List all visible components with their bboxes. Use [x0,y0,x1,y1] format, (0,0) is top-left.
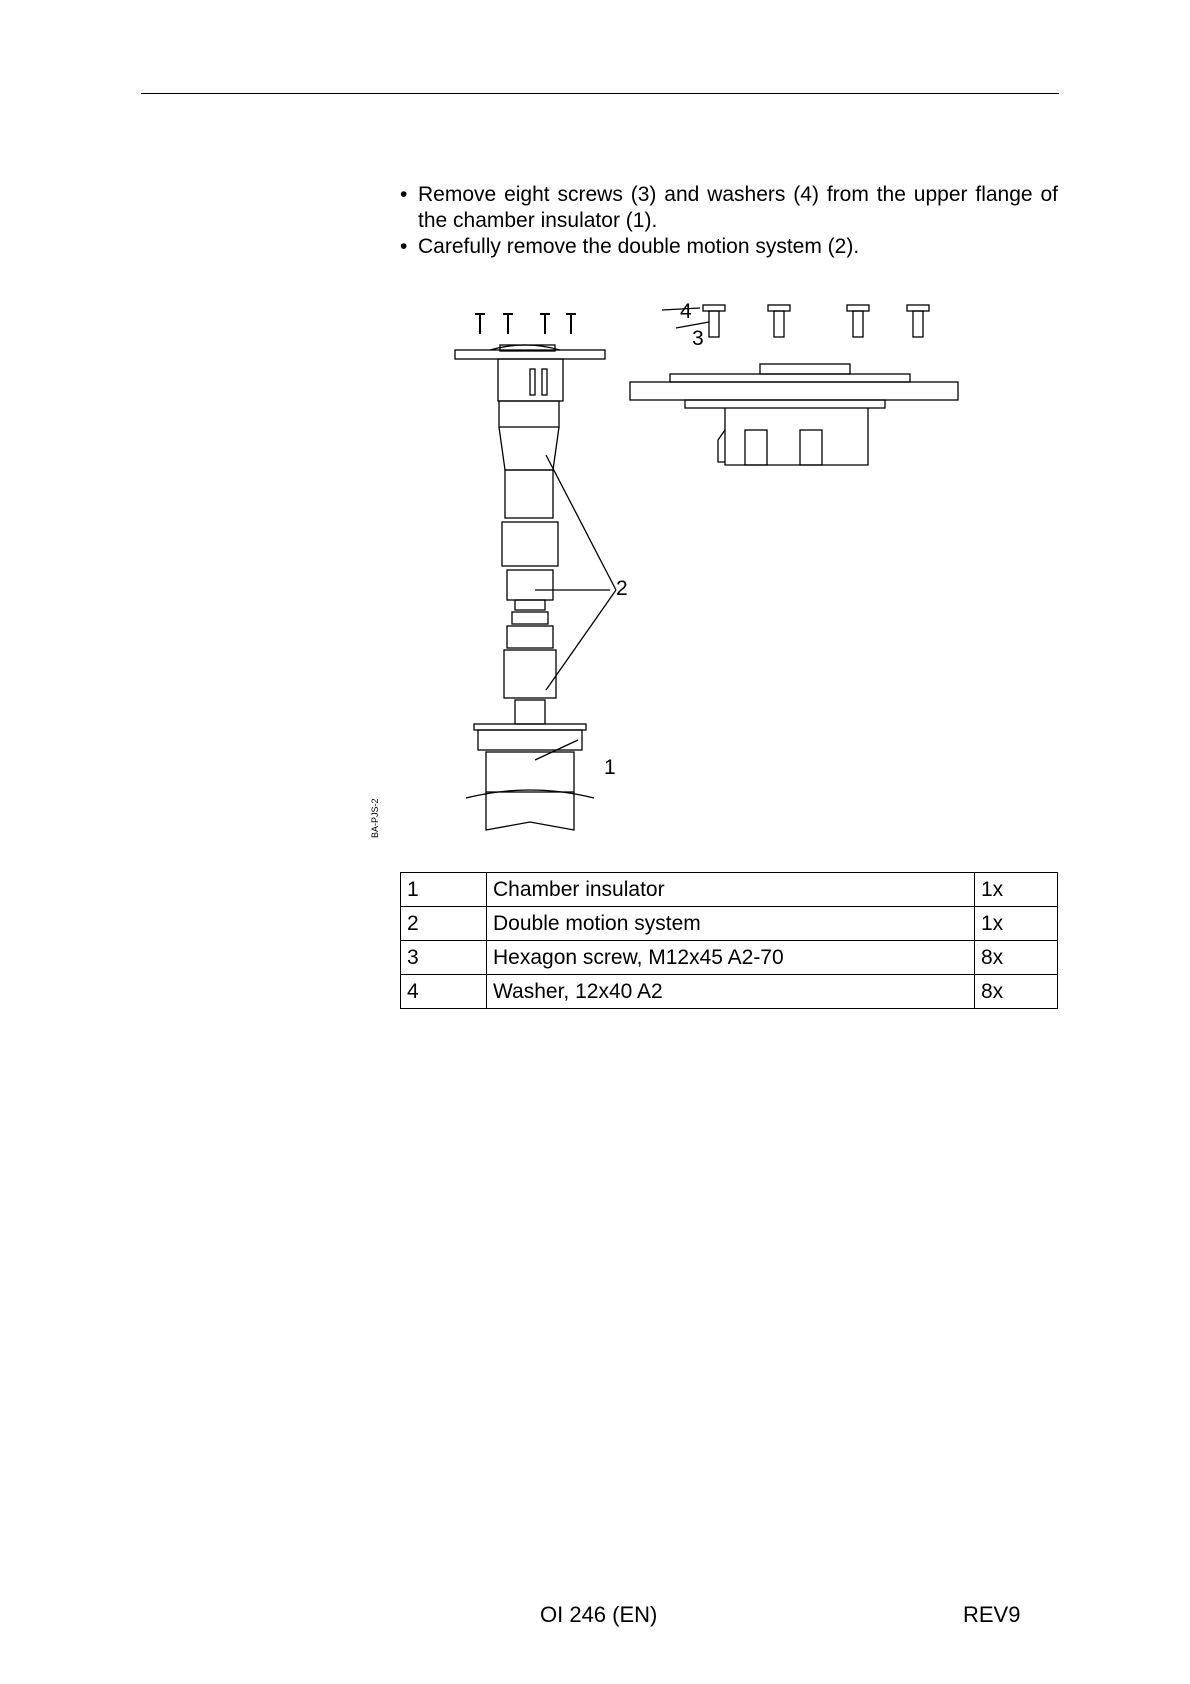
part-position: 3 [401,941,487,975]
double-motion-system-drawing [499,401,559,724]
table-row [401,873,1058,907]
flange-closeup-drawing [630,364,958,465]
part-name: Chamber insulator [487,873,975,907]
callout-2: 2 [616,577,628,600]
part-name: Hexagon screw, M12x45 A2-70 [487,941,975,975]
exploded-assembly-drawing [370,290,1060,850]
figure-id-label: BA-PJS-2 [370,798,380,838]
footer-document-id: OI 246 (EN) [540,1602,658,1627]
callout-1: 1 [604,756,616,779]
upper-flange-left [455,345,605,401]
part-quantity: 1x [975,907,1058,941]
part-name: Washer, 12x40 A2 [487,975,975,1009]
part-position: 2 [401,907,487,941]
header-rule [141,93,1059,94]
part-quantity: 8x [975,941,1058,975]
table-row [401,975,1058,1009]
part-quantity: 8x [975,975,1058,1009]
part-name: Double motion system [487,907,975,941]
assembly-figure [370,290,1060,850]
callout-4: 4 [680,300,692,323]
large-screws-group [703,305,929,337]
callout-line-2 [535,455,616,690]
part-position: 1 [401,873,487,907]
part-quantity: 1x [975,873,1058,907]
bullet-icon: • [400,183,408,206]
callout-3: 3 [692,327,704,350]
bullet-icon: • [400,235,408,258]
table-row [401,907,1058,941]
instruction-list [400,182,1058,260]
small-screws-group [475,314,576,334]
chamber-insulator-drawing [466,724,594,830]
footer-revision: REV9 [963,1602,1021,1627]
instruction-item: • Remove eight screws (3) and washers (4) from the upper flange of the chamber insulator (1). [400,183,1058,232]
parts-table [400,872,1058,1009]
table-row [401,941,1058,975]
part-position: 4 [401,975,487,1009]
instruction-item: • Carefully remove the double motion system (2). [400,235,860,258]
